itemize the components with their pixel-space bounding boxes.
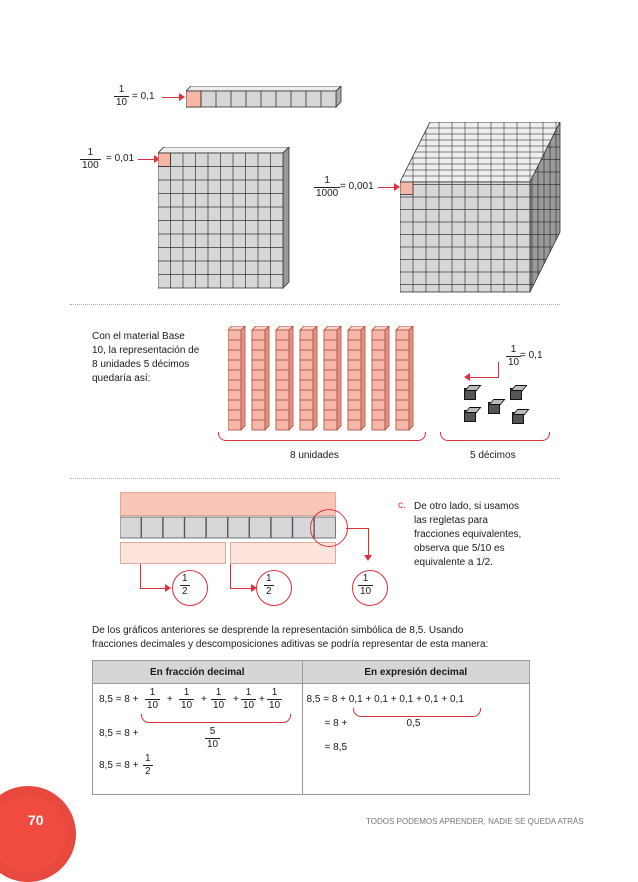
l1-frac: $\frac{1}{10}$ <box>181 687 193 711</box>
tenths-strip <box>120 516 340 545</box>
base10-text-line: 8 unidades 5 décimos <box>92 359 190 370</box>
arrow-icon <box>165 584 171 592</box>
cell-expresion <box>302 684 529 795</box>
c-text-line: equivalente a 1/2. <box>414 557 493 568</box>
arrow-line <box>470 377 498 378</box>
half-ring <box>172 570 208 606</box>
decimo-cube-icon <box>464 410 476 422</box>
table-brace <box>141 714 291 723</box>
decimo-cube-icon <box>510 388 522 400</box>
eq-0-01: = 0,01 <box>106 153 135 164</box>
decimo-cube-icon <box>512 412 524 424</box>
r2-a: = 8 + <box>324 718 348 729</box>
eq-0-001: = 0,001 <box>340 181 374 192</box>
fraction-one-thousandth: $\frac{1}{1000}$ <box>316 175 339 199</box>
r1: 8,5 = 8 + 0,1 + 0,1 + 0,1 + 0,1 + 0,1 <box>306 694 464 705</box>
tenths-strip-svg <box>120 516 340 540</box>
intro-line: fracciones decimales y descomposiciones aditivas se podría representar de esta manera: <box>92 639 489 650</box>
hundredth-flat <box>158 147 290 294</box>
tenth-rod-svg <box>186 86 346 108</box>
decimos-label: 5 décimos <box>470 450 516 461</box>
arrow-line <box>162 97 180 98</box>
arrow-icon <box>364 555 372 561</box>
representation-table <box>92 660 530 795</box>
plus: + <box>201 694 207 705</box>
unit-rods-svg <box>228 326 418 436</box>
c-text-line: observa que 5/10 es <box>414 543 505 554</box>
header-fraccion: En fracción decimal <box>93 661 303 684</box>
table-brace <box>353 708 481 717</box>
l1-frac: $\frac{1}{10}$ <box>243 687 255 711</box>
brace-decimos <box>440 432 550 441</box>
intro-paragraph <box>92 624 488 652</box>
header-expresion: En expresión decimal <box>302 661 529 684</box>
arrow-line <box>368 528 369 556</box>
half-ring <box>256 570 292 606</box>
plus: + <box>167 694 173 705</box>
table-header-row <box>93 661 530 684</box>
section-divider <box>70 304 560 305</box>
table-row <box>93 684 530 795</box>
unit-strip <box>120 492 336 516</box>
l1-prefix: 8,5 = 8 + <box>99 694 139 705</box>
l1-frac: $\frac{1}{10}$ <box>269 687 281 711</box>
l1-frac: $\frac{1}{10}$ <box>147 687 159 711</box>
thousandth-cube-svg <box>400 122 562 294</box>
fraction-one-hundredth: $\frac{1}{100}$ <box>82 147 99 171</box>
footer-slogan: TODOS PODEMOS APRENDER, NADIE SE QUEDA ATRÁS <box>366 817 584 826</box>
decimo-cube-icon <box>488 402 500 414</box>
fraction-half: $\frac{1}{2}$ <box>182 573 188 597</box>
l2-prefix: 8,5 = 8 + <box>99 728 139 739</box>
cell-fraccion <box>93 684 303 795</box>
c-text-line: las regletas para <box>414 515 488 526</box>
decimo-cube-icon <box>464 388 476 400</box>
plus: + <box>259 694 265 705</box>
hundredth-flat-svg <box>158 147 290 289</box>
half-strip <box>230 542 336 564</box>
r3: = 8,5 <box>324 742 348 753</box>
eq-0-1: = 0,1 <box>132 91 155 102</box>
fraction-one-tenth: $\frac{1}{10}$ <box>116 84 128 108</box>
base10-text-line: Con el material Base <box>92 331 185 342</box>
arrow-line <box>498 362 499 378</box>
tenth-rod <box>186 86 346 113</box>
l1-frac: $\frac{1}{10}$ <box>213 687 225 711</box>
arrow-line <box>140 564 141 588</box>
fraction-tenth: $\frac{1}{10}$ <box>360 573 372 597</box>
brace-unidades <box>218 432 426 441</box>
c-text-line: De otro lado, si usamos <box>414 501 520 512</box>
fraction-decimo: $\frac{1}{10}$ <box>508 344 520 368</box>
r2-b: 0,5 <box>406 718 421 729</box>
c-text-line: fracciones equivalentes, <box>414 529 522 540</box>
half-strip <box>120 542 226 564</box>
arrow-icon <box>179 93 185 101</box>
plus: + <box>233 694 239 705</box>
c-letter: c. <box>398 500 406 511</box>
arrow-line <box>230 564 231 588</box>
fraction-half: $\frac{1}{2}$ <box>266 573 272 597</box>
section-divider <box>70 478 560 479</box>
arrow-line <box>140 588 166 589</box>
thousandth-cube <box>400 122 562 299</box>
l2-frac: $\frac{5}{10}$ <box>207 726 219 750</box>
page-number: 70 <box>28 812 44 828</box>
unidades-label: 8 unidades <box>290 450 339 461</box>
base10-text-line: quedaría así: <box>92 373 151 384</box>
arrow-line <box>230 588 252 589</box>
l3-frac: $\frac{1}{2}$ <box>145 753 151 777</box>
base10-text <box>92 330 222 386</box>
arrow-icon <box>464 373 470 381</box>
intro-line: De los gráficos anteriores se desprende la representación simbólica de 8,5. Usando <box>92 625 464 636</box>
arrow-line <box>346 528 368 529</box>
eq-decimo: = 0,1 <box>520 350 543 361</box>
base10-text-line: 10, la representación de <box>92 345 200 356</box>
c-text <box>414 500 521 570</box>
l3-prefix: 8,5 = 8 + <box>99 760 139 771</box>
unit-rods <box>228 326 418 441</box>
highlight-circle <box>310 509 348 547</box>
